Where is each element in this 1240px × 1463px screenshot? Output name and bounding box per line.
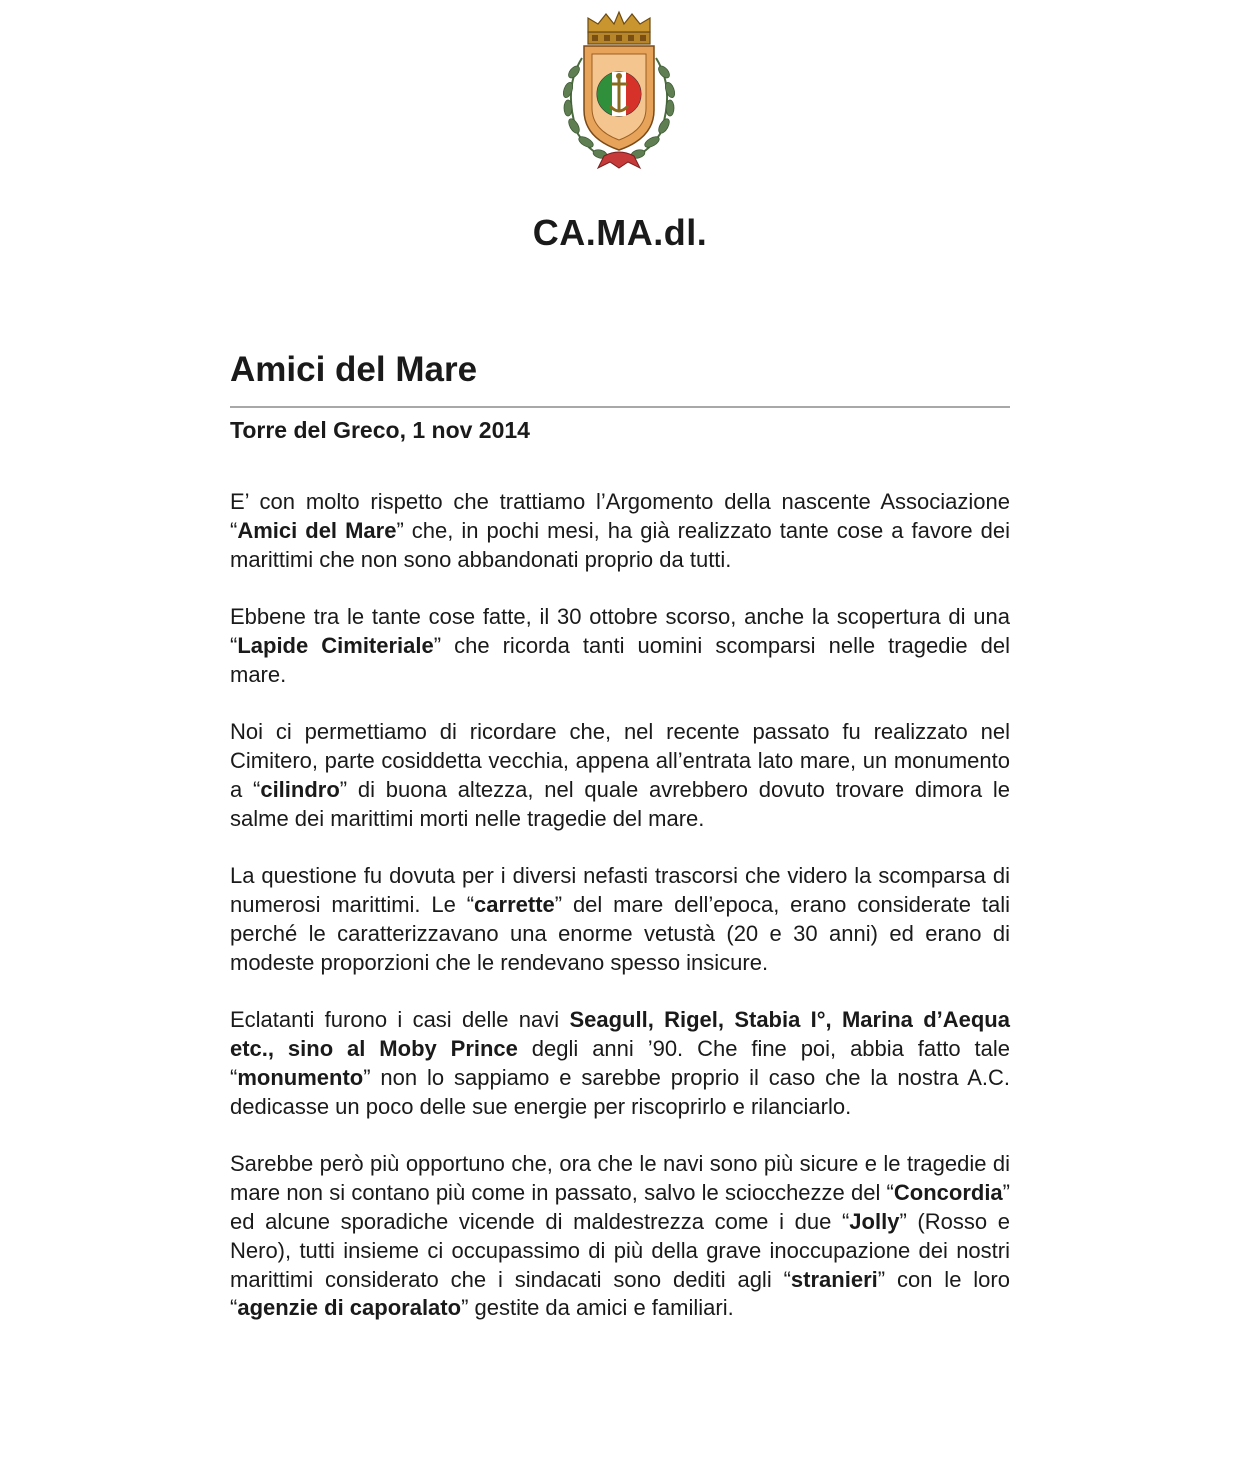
text-run: Ebbene tra le tante cose fatte, il 30 ottobre scorso, anche la scopertura di una “ xyxy=(230,604,1010,658)
article-body xyxy=(230,488,1010,1323)
bold-text: Amici del Mare xyxy=(237,517,397,543)
bold-text: Concordia xyxy=(893,1180,1003,1206)
title-divider xyxy=(230,406,1010,408)
text-run: ” non lo sappiamo e sarebbe proprio il caso che la nostra A.C. dedicasse un poco delle sue energie per riscoprirlo e rilanciarlo. xyxy=(230,1064,1010,1119)
text-run: ” del mare dell’epoca, erano considerate tali perché le caratterizzavano una enorme vetustà (20 e 30 anni) ed erano di modeste proporzioni che le rendevano spesso insicure. xyxy=(230,892,1010,975)
organization-name: CA.MA.dl. xyxy=(532,212,708,253)
text-run: Noi ci permettiamo di ricordare che, nel recente passato fu realizzato nel Cimitero, parte cosiddetta vecchia, appena all’entrata lato mare, un monumento a “ xyxy=(230,719,1010,802)
paragraph xyxy=(230,1006,1010,1121)
crown-icon xyxy=(588,12,650,44)
paragraph xyxy=(230,718,1010,833)
text-run: ” con le loro “ xyxy=(230,1266,1010,1321)
text-run: ” che ricorda tanti uomini scomparsi nelle tragedie del mare. xyxy=(230,632,1010,687)
coat-of-arms-logo xyxy=(548,10,690,172)
text-run: La questione fu dovuta per i diversi nefasti trascorsi che videro la scomparsa di numerosi marittimi. Le “ xyxy=(230,863,1010,918)
bold-text: agenzie di caporalato xyxy=(237,1295,462,1321)
text-run: ” di buona altezza, nel quale avrebbero dovuto trovare dimora le salme dei marittimi morti nelle tragedie del mare. xyxy=(230,776,1010,831)
paragraph xyxy=(230,488,1010,574)
bold-text: stranieri xyxy=(790,1266,878,1292)
text-run: Sarebbe però più opportuno che, ora che le navi sono più sicure e le tragedie di mare non si contano più come in passato, salvo le sciocchezze del “ xyxy=(230,1151,1010,1206)
paragraph xyxy=(230,862,1010,977)
text-run: degli anni ’90. Che fine poi, abbia fatto tale “ xyxy=(230,1036,1010,1090)
bold-text: cilindro xyxy=(260,776,340,802)
text-run: ” gestite da amici e familiari. xyxy=(461,1295,734,1321)
bold-text: Seagull, Rigel, Stabia I°, Marina d’Aequa etc., sino al Moby Prince xyxy=(230,1007,1010,1062)
place-date: Torre del Greco, 1 nov 2014 xyxy=(230,417,530,443)
bold-text: Jolly xyxy=(849,1208,900,1234)
bold-text: carrette xyxy=(474,892,555,918)
text-run: ” ed alcune sporadiche vicende di maldestrezza come i due “ xyxy=(230,1180,1010,1234)
bold-text: monumento xyxy=(237,1064,364,1090)
shield-icon xyxy=(584,46,654,150)
text-run: ” (Rosso e Nero), tutti insieme ci occupassimo di più della grave inoccupazione dei nostri marittimi considerato che i sindacati sono dediti agli “ xyxy=(230,1208,1010,1292)
bold-text: Lapide Cimiteriale xyxy=(237,632,434,658)
article xyxy=(230,348,1010,1352)
paragraph xyxy=(230,1150,1010,1323)
paragraph xyxy=(230,603,1010,689)
text-run: E’ con molto rispetto che trattiamo l’Argomento della nascente Associazione “ xyxy=(230,489,1010,543)
text-run: Eclatanti furono i casi delle navi xyxy=(230,1007,570,1033)
article-title: Amici del Mare xyxy=(230,350,478,389)
text-run: ” che, in pochi mesi, ha già realizzato tante cose a favore dei marittimi che non sono abbandonati proprio da tutti. xyxy=(230,517,1010,572)
